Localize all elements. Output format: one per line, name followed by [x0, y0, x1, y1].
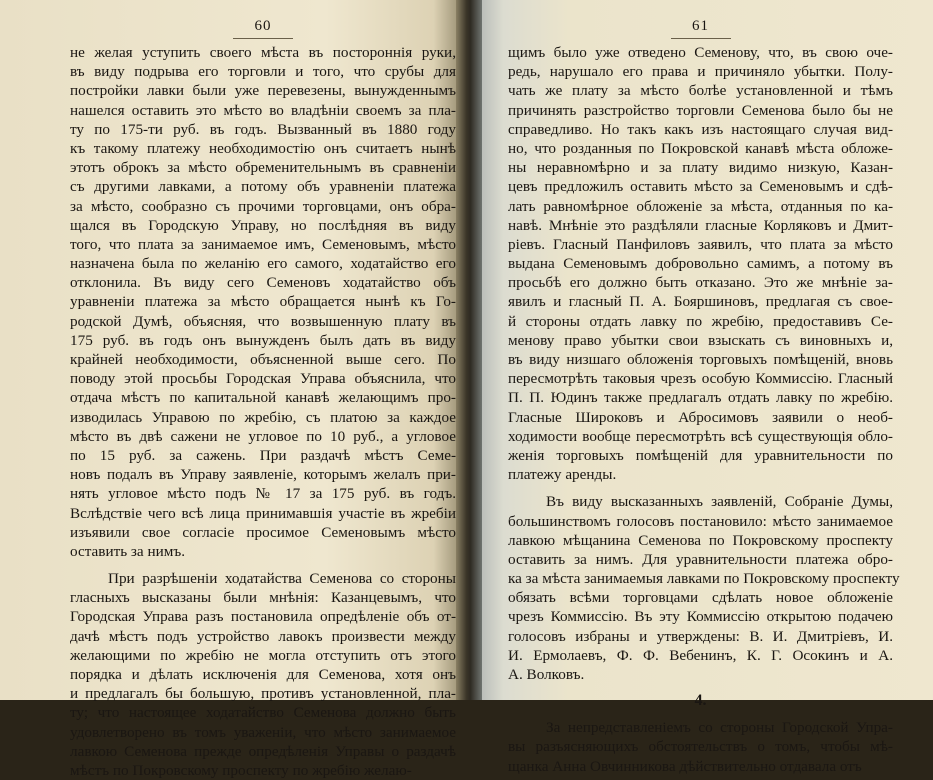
left-page [0, 0, 466, 779]
text-line: ходимости вообще пересмотрѣть всѣ существующія обло- [508, 427, 893, 445]
text-line: обязать всѣми торговцами сдѣлать новое обложеніе [508, 589, 893, 607]
text-line: дачѣ мѣстъ подъ устройство лавокъ произвести между [70, 627, 456, 645]
text-line: назначена была по желанію его самого, ходатайство его [70, 255, 456, 273]
text-line: новъ подалъ въ Управу заявленіе, которымъ желалъ при- [70, 466, 456, 484]
text-line: платежу аренды. [508, 466, 617, 484]
paragraph-gap [508, 484, 893, 492]
text-line: не желая уступить своего мѣста въ постороннія руки, [70, 44, 456, 61]
text-line: П. П. Юдинъ также предлагалъ отдать лавку по жребію. [508, 389, 893, 407]
text-line: постройки лавки были уже перевезены, вынужденнымъ [70, 82, 456, 100]
text-line: лавкою Семенова прежде опредѣленія Управы о раздачѣ [70, 742, 456, 760]
text-line: отдача мѣстъ по капитальной канавѣ желающимъ про- [70, 389, 456, 407]
text-line: ка за мѣста занимаемыя лавками по Покровскому проспекту [508, 570, 900, 588]
text-line: ту по 175-ти руб. въ годъ. Вызванный въ 1880 году [70, 120, 456, 138]
text-line: щанка Анна Овчинникова дѣйствительно отдавала отъ [508, 757, 862, 775]
text-line: изводилась Управою по жребію, съ платою за каждое [70, 408, 456, 426]
text-line: При разрѣшеніи ходатайства Семенова со стороны [108, 570, 456, 588]
text-line: 175 руб. въ годъ онъ вынужденъ былъ дать въ виду [70, 331, 456, 349]
left-page-number: 60 [233, 18, 293, 39]
text-line: ріевъ. Гласный Панфиловъ заявилъ, что плата за мѣсто [508, 235, 893, 253]
text-line: лать равномѣрное обложеніе за мѣста, отданныя по ка- [508, 197, 893, 215]
text-line: навѣ. Мнѣніе это раздѣляли гласные Корляковъ и Дмит- [508, 216, 893, 234]
right-page-body [508, 43, 900, 776]
text-line: А. Волковъ. [508, 666, 585, 683]
text-line: Въ виду высказанныхъ заявленій, Собраніе Думы, [546, 493, 893, 511]
right-page [466, 0, 933, 775]
text-line: справедливо. Но такъ какъ изъ настоящаго случая вид- [508, 120, 893, 138]
text-line: голосовъ избраны и утверждены: В. И. Дмитріевъ, И. [508, 627, 893, 645]
text-line: порядка и дѣлать исключенія для Семенова, хотя онъ [70, 666, 456, 683]
text-line: ту; что настоящее ходатайство Семенова должно быть [70, 704, 456, 722]
text-line: явилъ и гласный П. А. Бояршиновъ, предлагая съ свое- [508, 293, 893, 311]
text-line: нять угловое мѣсто подъ № 17 за 175 руб. въ годъ. [70, 485, 456, 503]
text-line: большинствомъ голосовъ постановило: мѣсто занимаемое [508, 512, 893, 530]
text-line: выдана Семеновымъ добровольно самимъ, а потому въ [508, 255, 893, 273]
text-line: просьбѣ его должно быть отказано. Это же мнѣніе за- [508, 274, 893, 292]
text-line: удовлетворено въ томъ уваженіи, что мѣсто занимаемое [70, 723, 456, 741]
text-line: гласныхъ высказаны были мнѣнія: Казанцевымъ, что [70, 589, 456, 607]
text-line: вы разъясняющихъ обстоятельствъ о томъ, чтобы мѣ- [508, 738, 893, 756]
text-line: но, что розданныя по Покровской канавѣ мѣста обложе- [508, 139, 893, 157]
text-line: причинять разстройство торговли Семенова было бы не [508, 101, 893, 119]
text-line: редь, нарушало его права и причиняло убытки. Полу- [508, 63, 893, 81]
text-line: по 15 руб. за сажень. При раздачѣ мѣстъ Семе- [70, 446, 456, 464]
text-line: За непредставленіемъ со стороны Городской Упра- [546, 719, 893, 737]
text-line: Городская Управа разъ постановила опредѣленіе объ от- [70, 608, 456, 626]
text-line: крайней необходимости, объясненной выше сего. По [70, 351, 456, 368]
text-line: съ другими лавками, а потому объ уравненіи платежа [70, 178, 456, 196]
left-page-body [70, 43, 456, 780]
section-number: 4. [694, 692, 707, 710]
text-line: нашелся оставить это мѣсто во владѣніи своемъ за пла- [70, 101, 456, 119]
right-page-number-block [671, 18, 731, 39]
text-line: менову право убытки свои взыскать съ виновныхъ и, [508, 331, 893, 349]
right-page-number: 61 [671, 18, 731, 39]
text-line: мѣсто въ двѣ сажени не угловое по 10 руб., а угловое [70, 427, 456, 445]
text-line: пересмотрѣть таковыя чрезъ особую Коммиссію. Гласный [508, 370, 893, 388]
text-line: щался въ Городскую Управу, но послѣдняя въ виду [70, 216, 456, 234]
text-line: оставить за нимъ. Для уравнительности платежа обро- [508, 550, 893, 568]
text-line: уравненіи платежа за мѣсто обращается нынѣ къ Го- [70, 293, 456, 311]
text-line: й стороны отдать лавку по жребію, предоставивъ Се- [508, 312, 893, 330]
text-line: щимъ было уже отведено Семенову, что, въ свою оче- [508, 44, 893, 61]
text-line: Вслѣдствіе чего всѣ лица принимавшія участіе въ жребіи [70, 504, 456, 522]
text-line: того, что плата за занимаемое имъ, Семеновымъ, мѣсто [70, 235, 456, 253]
text-line: въ виду низшаго обложенія торговыхъ помѣщеній, вновь [508, 351, 893, 368]
text-line: изъявили свое согласіе просимое Семеновымъ мѣсто [70, 523, 456, 541]
text-line: цевъ предложилъ оставить мѣсто за Семеновымъ и сдѣ- [508, 178, 893, 196]
text-line: чать же плату за мѣсто болѣе установленной и тѣмъ [508, 82, 893, 100]
text-line: Гласные Широковъ и Абросимовъ заявили о необ- [508, 408, 893, 426]
text-line: въ виду подрыва его торговли и того, что срубы для [70, 63, 456, 81]
paragraph-gap [70, 561, 456, 569]
text-line: чрезъ Коммиссію. Въ эту Коммиссію открытою подачею [508, 608, 893, 626]
text-line: мѣстъ по Покровскому проспекту по жребію желаю- [70, 761, 412, 779]
text-line: лавкою мѣщанина Семенова по Покровскому проспекту [508, 531, 893, 549]
text-line: женія торговыхъ помѣщеній для уравнительности по [508, 446, 893, 464]
left-page-number-block [233, 18, 293, 39]
text-line: оставить за нимъ. [70, 542, 185, 560]
text-line: поводу этой просьбы Городская Управа объяснила, что [70, 370, 456, 388]
text-line: родской Думѣ, объясняя, что возвышенную плату въ [70, 312, 456, 330]
text-line: И. Ермолаевъ, Ф. Ф. Вебенинъ, К. Г. Осокинъ и А. [508, 646, 893, 664]
text-line: желающими по жребію не могла отступить отъ этого [70, 646, 456, 664]
text-line: отклонила. Въ виду сего Семеновъ ходатайство объ [70, 274, 456, 292]
text-line: ны неравномѣрно и за плату видимо низкую, Казан- [508, 159, 893, 177]
book-gutter [456, 0, 482, 700]
text-line: за мѣсто, сообразно съ прочими торговцами, онъ обра- [70, 197, 456, 215]
text-line: къ такому платежу необходимостію онъ считаетъ нынѣ [70, 139, 456, 157]
text-line: этотъ оброкъ за мѣсто обременительнымъ въ сравненіи [70, 159, 456, 177]
text-line: и предлагалъ бы большую, противъ установленной, пла- [70, 685, 456, 703]
